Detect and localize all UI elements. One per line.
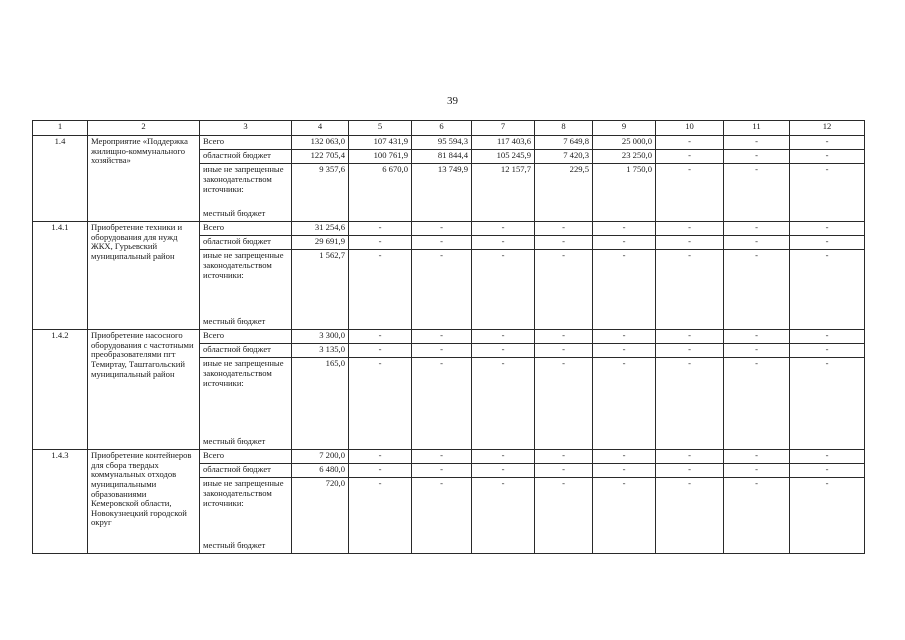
regional-value-col-12: -: [790, 150, 865, 164]
regional-value-col-5: 100 761,9: [349, 150, 412, 164]
local-value-col-7: 12 157,7: [472, 164, 535, 222]
regional-value-col-7: -: [472, 344, 535, 358]
regional-value-col-12: -: [790, 236, 865, 250]
regional-value-col-11: -: [724, 236, 790, 250]
total-value-col-8: -: [535, 330, 593, 344]
local-value-col-9: 1 750,0: [593, 164, 656, 222]
local-value-col-8: -: [535, 358, 593, 450]
row-measure-name: Приобретение насосного оборудования с частотными преобразователями пгт Темиртау, Таштагольский муниципальный район: [88, 330, 200, 450]
total-value-col-4: 7 200,0: [292, 450, 349, 464]
source-label-local: местный бюджет: [203, 539, 266, 550]
row-code: 1.4.1: [33, 222, 88, 330]
total-value-col-9: -: [593, 222, 656, 236]
total-value-col-8: 7 649,8: [535, 136, 593, 150]
column-header-6: 6: [412, 121, 472, 136]
regional-value-col-6: -: [412, 236, 472, 250]
regional-value-col-7: -: [472, 464, 535, 478]
regional-value-col-6: -: [412, 464, 472, 478]
source-label-regional: областной бюджет: [200, 236, 292, 250]
regional-value-col-5: -: [349, 464, 412, 478]
local-value-col-5: -: [349, 478, 412, 554]
total-value-col-10: -: [656, 450, 724, 464]
column-header-11: 11: [724, 121, 790, 136]
column-header-7: 7: [472, 121, 535, 136]
local-value-col-5: -: [349, 358, 412, 450]
total-value-col-6: -: [412, 330, 472, 344]
source-label-total: Всего: [200, 330, 292, 344]
table-body: [33, 121, 865, 554]
row-code: 1.4.2: [33, 330, 88, 450]
source-label-other-local: [200, 478, 292, 554]
row-code: 1.4: [33, 136, 88, 222]
page-number: 39: [447, 95, 458, 107]
local-value-col-9: -: [593, 478, 656, 554]
source-label-total: Всего: [200, 222, 292, 236]
regional-value-col-8: -: [535, 464, 593, 478]
column-header-4: 4: [292, 121, 349, 136]
local-value-col-10: -: [656, 164, 724, 222]
total-value-col-7: -: [472, 450, 535, 464]
local-value-col-8: -: [535, 478, 593, 554]
local-value-col-9: -: [593, 250, 656, 330]
regional-value-col-11: -: [724, 150, 790, 164]
source-label-total: Всего: [200, 136, 292, 150]
source-label-other: иные не запрещенные законодательством источники:: [203, 250, 284, 280]
local-value-col-8: 229,5: [535, 164, 593, 222]
local-value-col-4: 1 562,7: [292, 250, 349, 330]
column-header-1: 1: [33, 121, 88, 136]
total-value-col-10: -: [656, 222, 724, 236]
column-header-3: 3: [200, 121, 292, 136]
source-label-local: местный бюджет: [203, 207, 266, 218]
total-value-col-10: -: [656, 136, 724, 150]
total-value-col-11: -: [724, 330, 790, 344]
column-header-8: 8: [535, 121, 593, 136]
regional-value-col-5: -: [349, 236, 412, 250]
local-value-col-6: -: [412, 358, 472, 450]
budget-table: [32, 120, 865, 554]
local-value-col-11: -: [724, 250, 790, 330]
total-value-col-5: -: [349, 330, 412, 344]
source-label-regional: областной бюджет: [200, 344, 292, 358]
total-value-col-6: -: [412, 222, 472, 236]
source-label-total: Всего: [200, 450, 292, 464]
column-number-header: [33, 121, 865, 136]
total-value-col-12: -: [790, 136, 865, 150]
source-label-other-local: [200, 164, 292, 222]
regional-value-col-7: 105 245,9: [472, 150, 535, 164]
row-measure-name: Мероприятие «Поддержка жилищно-коммунального хозяйства»: [88, 136, 200, 222]
column-header-2: 2: [88, 121, 200, 136]
local-value-col-10: -: [656, 478, 724, 554]
local-value-col-7: -: [472, 478, 535, 554]
source-label-other: иные не запрещенные законодательством источники:: [203, 358, 284, 388]
table-row-total: [33, 330, 865, 344]
local-value-col-11: -: [724, 358, 790, 450]
total-value-col-11: -: [724, 222, 790, 236]
total-value-col-12: -: [790, 450, 865, 464]
total-value-col-7: -: [472, 222, 535, 236]
regional-value-col-7: -: [472, 236, 535, 250]
local-value-col-9: -: [593, 358, 656, 450]
total-value-col-4: 3 300,0: [292, 330, 349, 344]
total-value-col-7: 117 403,6: [472, 136, 535, 150]
row-code: 1.4.3: [33, 450, 88, 554]
local-value-col-10: -: [656, 358, 724, 450]
source-label-other: иные не запрещенные законодательством источники:: [203, 478, 284, 508]
total-value-col-11: -: [724, 136, 790, 150]
table-row-total: [33, 450, 865, 464]
local-value-col-8: -: [535, 250, 593, 330]
regional-value-col-10: -: [656, 150, 724, 164]
local-value-col-4: 720,0: [292, 478, 349, 554]
column-header-12: 12: [790, 121, 865, 136]
regional-value-col-4: 122 705,4: [292, 150, 349, 164]
regional-value-col-9: -: [593, 236, 656, 250]
total-value-col-4: 132 063,0: [292, 136, 349, 150]
local-value-col-6: 13 749,9: [412, 164, 472, 222]
total-value-col-5: -: [349, 222, 412, 236]
row-measure-name: Приобретение техники и оборудования для нужд ЖКХ, Гурьевский муниципальный район: [88, 222, 200, 330]
regional-value-col-12: -: [790, 464, 865, 478]
regional-value-col-4: 6 480,0: [292, 464, 349, 478]
regional-value-col-11: -: [724, 344, 790, 358]
local-value-col-6: -: [412, 250, 472, 330]
source-label-other-local: [200, 358, 292, 450]
total-value-col-9: 25 000,0: [593, 136, 656, 150]
local-value-col-12: -: [790, 250, 865, 330]
column-header-10: 10: [656, 121, 724, 136]
total-value-col-4: 31 254,6: [292, 222, 349, 236]
regional-value-col-6: -: [412, 344, 472, 358]
regional-value-col-8: 7 420,3: [535, 150, 593, 164]
source-label-other-local: [200, 250, 292, 330]
local-value-col-12: -: [790, 358, 865, 450]
regional-value-col-9: 23 250,0: [593, 150, 656, 164]
total-value-col-11: -: [724, 450, 790, 464]
local-value-col-11: -: [724, 478, 790, 554]
column-header-9: 9: [593, 121, 656, 136]
total-value-col-8: -: [535, 222, 593, 236]
table-row-total: [33, 222, 865, 236]
local-value-col-10: -: [656, 250, 724, 330]
regional-value-col-8: -: [535, 236, 593, 250]
regional-value-col-10: -: [656, 236, 724, 250]
local-value-col-11: -: [724, 164, 790, 222]
total-value-col-12: -: [790, 330, 865, 344]
regional-value-col-12: -: [790, 344, 865, 358]
total-value-col-9: -: [593, 450, 656, 464]
total-value-col-6: -: [412, 450, 472, 464]
total-value-col-7: -: [472, 330, 535, 344]
source-label-regional: областной бюджет: [200, 150, 292, 164]
regional-value-col-4: 29 691,9: [292, 236, 349, 250]
local-value-col-6: -: [412, 478, 472, 554]
source-label-other: иные не запрещенные законодательством источники:: [203, 164, 284, 194]
total-value-col-5: 107 431,9: [349, 136, 412, 150]
regional-value-col-10: -: [656, 344, 724, 358]
column-header-5: 5: [349, 121, 412, 136]
table-row-total: [33, 136, 865, 150]
regional-value-col-8: -: [535, 344, 593, 358]
local-value-col-5: 6 670,0: [349, 164, 412, 222]
regional-value-col-5: -: [349, 344, 412, 358]
local-value-col-4: 165,0: [292, 358, 349, 450]
local-value-col-7: -: [472, 250, 535, 330]
source-label-regional: областной бюджет: [200, 464, 292, 478]
total-value-col-8: -: [535, 450, 593, 464]
total-value-col-9: -: [593, 330, 656, 344]
source-label-local: местный бюджет: [203, 435, 266, 446]
total-value-col-5: -: [349, 450, 412, 464]
total-value-col-12: -: [790, 222, 865, 236]
regional-value-col-10: -: [656, 464, 724, 478]
regional-value-col-4: 3 135,0: [292, 344, 349, 358]
local-value-col-12: -: [790, 478, 865, 554]
regional-value-col-9: -: [593, 464, 656, 478]
regional-value-col-11: -: [724, 464, 790, 478]
source-label-local: местный бюджет: [203, 315, 266, 326]
local-value-col-5: -: [349, 250, 412, 330]
total-value-col-10: -: [656, 330, 724, 344]
regional-value-col-9: -: [593, 344, 656, 358]
local-value-col-12: -: [790, 164, 865, 222]
regional-value-col-6: 81 844,4: [412, 150, 472, 164]
local-value-col-4: 9 357,6: [292, 164, 349, 222]
row-measure-name: Приобретение контейнеров для сбора твердых коммунальных отходов муниципальными образованиями Кемеровской области, Новокузнецкий городской округ: [88, 450, 200, 554]
local-value-col-7: -: [472, 358, 535, 450]
total-value-col-6: 95 594,3: [412, 136, 472, 150]
